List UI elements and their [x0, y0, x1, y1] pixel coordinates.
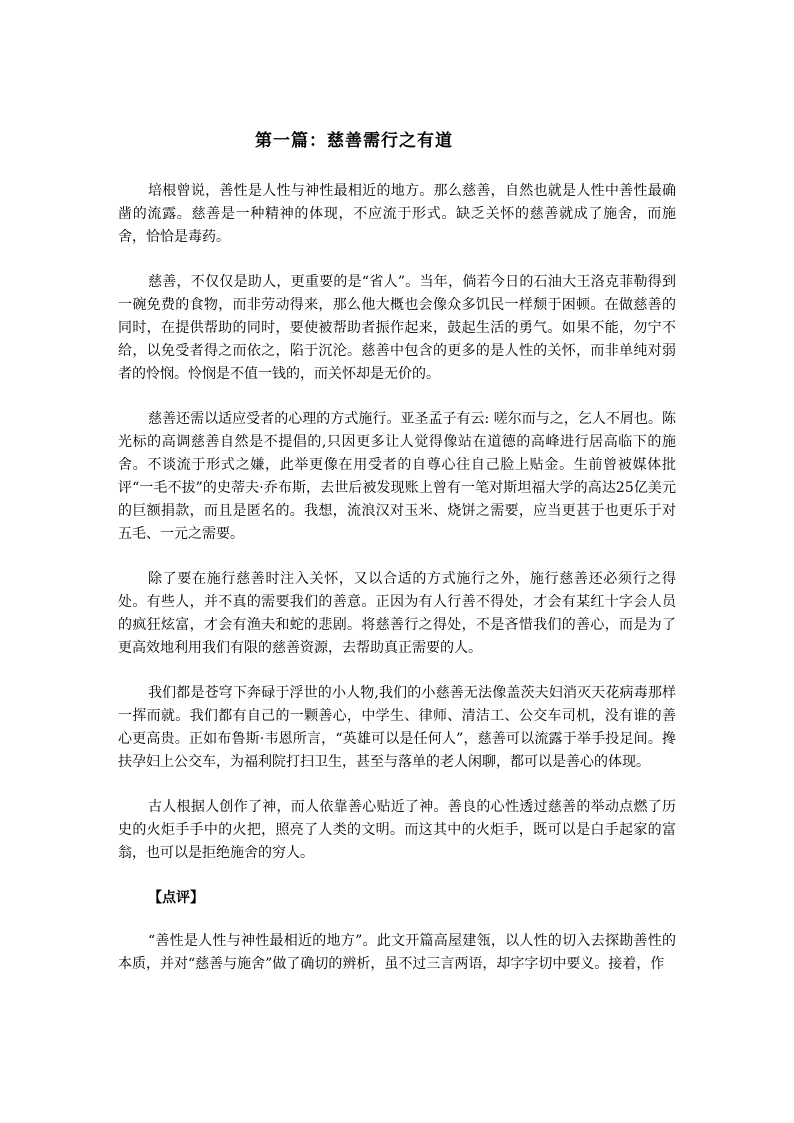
document-title: 第一篇：慈善需行之有道 [255, 131, 453, 151]
paragraph-6: 古人根据人创作了神，而人依靠善心贴近了神。善良的心性透过慈善的举动点燃了历史的火炬手手中的火把，照亮了人类的文明。而这其中的火炬手，既可以是白手起家的富翁，也可以是拒绝施舍的穷人。 [118, 799, 676, 861]
paragraph-1: 培根曾说，善性是人性与神性最相近的地方。那么慈善，自然也就是人性中善性最确凿的流露。慈善是一种精神的体现，不应流于形式。缺乏关怀的慈善就成了施舍，而施舍，恰恰是毒药。 [118, 183, 676, 245]
paragraph-5: 我们都是苍穹下奔碌于浮世的小人物,我们的小慈善无法像盖茨夫妇消灭天花病毒那样一挥而就。我们都有自己的一颗善心，中学生、律师、清洁工、公交车司机，没有谁的善心更高贵。正如布鲁斯·韦恩所言，“英雄可以是任何人”，慈善可以流露于举手投足间。搀扶孕妇上公交车，为福利院打扫卫生，甚至与落单的老人闲聊，都可以是善心的体现。 [118, 685, 676, 770]
paragraph-2: 慈善，不仅仅是助人，更重要的是“省人”。当年，倘若今日的石油大王洛克菲勒得到一碗免费的食物，而非劳动得来，那么他大概也会像众多饥民一样颓于困顿。在做慈善的同时，在提供帮助的同时，要使被帮助者振作起来，鼓起生活的勇气。如果不能，勿宁不给，以免受者得之而依之，陷于沉沦。慈善中包含的更多的是人性的关怀，而非单纯对弱者的怜悯。怜悯是不值一钱的，而关怀却是无价的。 [118, 274, 676, 382]
review-heading: 【点评】 [148, 890, 204, 906]
document-body [118, 180, 676, 998]
paragraph-4: 除了要在施行慈善时注入关怀，又以合适的方式施行之外，施行慈善还必须行之得处。有些人，并不真的需要我们的善意。正因为有人行善不得处，才会有某红十字会人员的疯狂炫富，才会有渔夫和蛇的悲剧。将慈善行之得处，不是吝惜我们的善心，而是为了更高效地利用我们有限的慈善资源，去帮助真正需要的人。 [118, 571, 676, 656]
paragraph-3: 慈善还需以适应受者的心理的方式施行。亚圣孟子有云: 嗟尔而与之，乞人不屑也。陈光标的高调慈善自然是不提倡的,只因更多让人觉得像站在道德的高峰进行居高临下的施舍。不谈流于形式之嫌，此举更像在用受者的自尊心往自己脸上贴金。生前曾被媒体批评“一毛不拔”的史蒂夫·乔布斯，去世后被发现账上曾有一笔对斯坦福大学的高达25亿美元的巨额捐款，而且是匿名的。我想，流浪汉对玉米、烧饼之需要，应当更甚于也更乐于对五毛、一元之需要。 [118, 411, 676, 542]
review-paragraph: “善性是人性与神性最相近的地方”。此文开篇高屋建瓴，以人性的切入去探勘善性的本质，并对“慈善与施舍”做了确切的辨析，虽不过三言两语，却字字切中要义。接着，作 [118, 933, 676, 972]
